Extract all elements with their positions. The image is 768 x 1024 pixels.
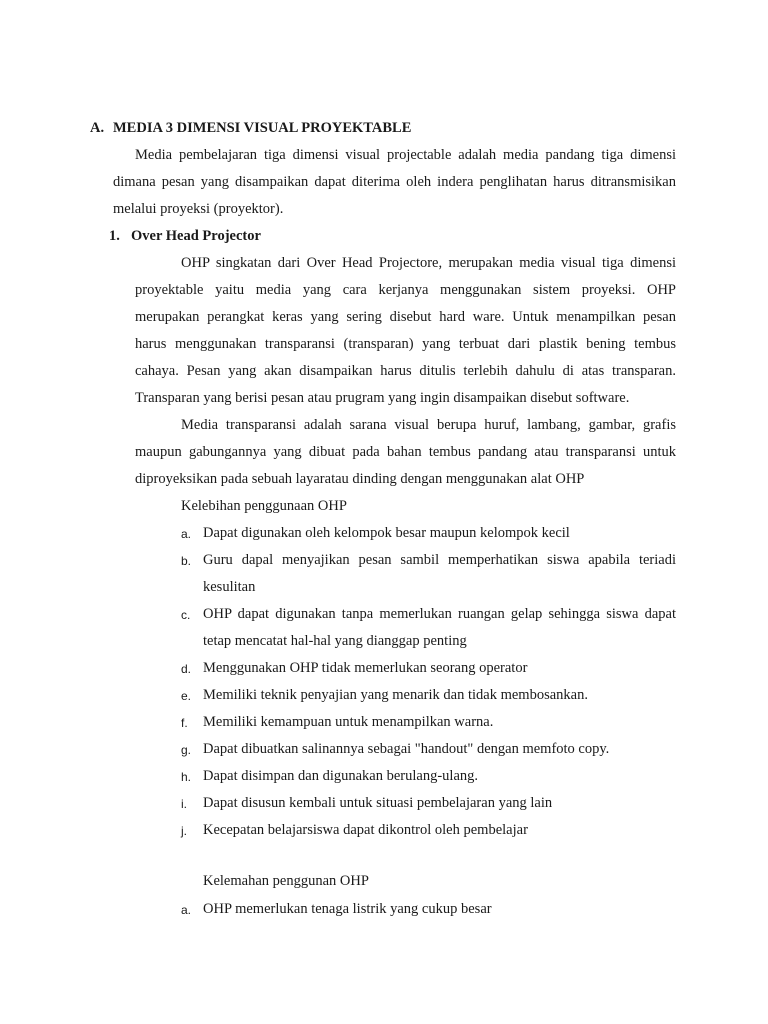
list-marker: j. <box>181 824 187 838</box>
paragraph-line: OHP singkatan dari Over Head Projectore, merupakan media visual tiga dimensi <box>181 255 676 271</box>
list-item-text: OHP memerlukan tenaga listrik yang cukup besar <box>203 901 492 917</box>
list-item-text: Dapat digunakan oleh kelompok besar maupun kelompok kecil <box>203 525 570 541</box>
list-marker: a. <box>181 903 192 917</box>
paragraph-line: cahaya. Pesan yang akan disampaikan harus ditulis terlebih dahulu di atas transparan. <box>135 363 676 379</box>
list-item-text: Memiliki kemampuan untuk menampilkan warna. <box>203 714 494 730</box>
list-item-text: kesulitan <box>203 579 256 595</box>
list-item-text: Guru dapal menyajikan pesan sambil memperhatikan siswa apabila teriadi <box>203 552 676 568</box>
paragraph-line: dimana pesan yang disampaikan dapat diterima oleh indera penglihatan harus ditransmisikan <box>113 174 676 190</box>
list-marker: b. <box>181 554 192 568</box>
subsection-marker: 1. <box>109 228 120 244</box>
list-item-text: Dapat dibuatkan salinannya sebagai "handout" dengan memfoto copy. <box>203 741 610 757</box>
list-marker: g. <box>181 743 192 757</box>
list-marker: i. <box>181 797 187 811</box>
paragraph-line: diproyeksikan pada sebuah layaratau dinding dengan menggunakan alat OHP <box>135 471 585 487</box>
list-marker: a. <box>181 527 192 541</box>
advantages-heading: Kelebihan penggunaan OHP <box>181 498 347 514</box>
list-marker: e. <box>181 689 192 703</box>
section-marker: A. <box>90 120 105 136</box>
paragraph-line: Transparan yang berisi pesan atau prugram yang ingin disampaikan disebut software. <box>135 390 630 406</box>
list-marker: h. <box>181 770 192 784</box>
section-title: MEDIA 3 DIMENSI VISUAL PROYEKTABLE <box>113 120 412 136</box>
list-item-text: Dapat disimpan dan digunakan berulang-ulang. <box>203 768 479 784</box>
paragraph-line: Media pembelajaran tiga dimensi visual projectable adalah media pandang tiga dimensi <box>135 147 676 163</box>
list-marker: c. <box>181 608 191 622</box>
paragraph-line: proyektable yaitu media yang cara kerjanya menggunakan sistem proyeksi. OHP <box>135 282 676 298</box>
list-item-text: Memiliki teknik penyajian yang menarik dan tidak membosankan. <box>203 687 588 703</box>
list-item-text: Menggunakan OHP tidak memerlukan seorang operator <box>203 660 528 676</box>
paragraph-line: maupun gabungannya yang dibuat pada bahan tembus pandang atau transparansi untuk <box>135 444 676 460</box>
disadvantages-heading: Kelemahan penggunan OHP <box>203 873 369 889</box>
paragraph-line: Media transparansi adalah sarana visual berupa huruf, lambang, gambar, grafis <box>181 417 676 433</box>
subsection-title: Over Head Projector <box>131 228 261 244</box>
paragraph-line: melalui proyeksi (proyektor). <box>113 201 284 217</box>
paragraph-line: merupakan perangkat keras yang sering disebut hard ware. Untuk menampilkan pesan <box>135 309 676 325</box>
list-marker: d. <box>181 662 192 676</box>
list-marker: f. <box>181 716 188 730</box>
list-item-text: tetap mencatat hal-hal yang dianggap penting <box>203 633 467 649</box>
list-item-text: Dapat disusun kembali untuk situasi pembelajaran yang lain <box>203 795 553 811</box>
list-item-text: Kecepatan belajarsiswa dapat dikontrol oleh pembelajar <box>203 822 528 838</box>
list-item-text: OHP dapat digunakan tanpa memerlukan ruangan gelap sehingga siswa dapat <box>203 606 676 622</box>
paragraph-line: harus menggunakan transparansi (transparan) yang terbuat dari plastik bening tembus <box>135 336 676 352</box>
